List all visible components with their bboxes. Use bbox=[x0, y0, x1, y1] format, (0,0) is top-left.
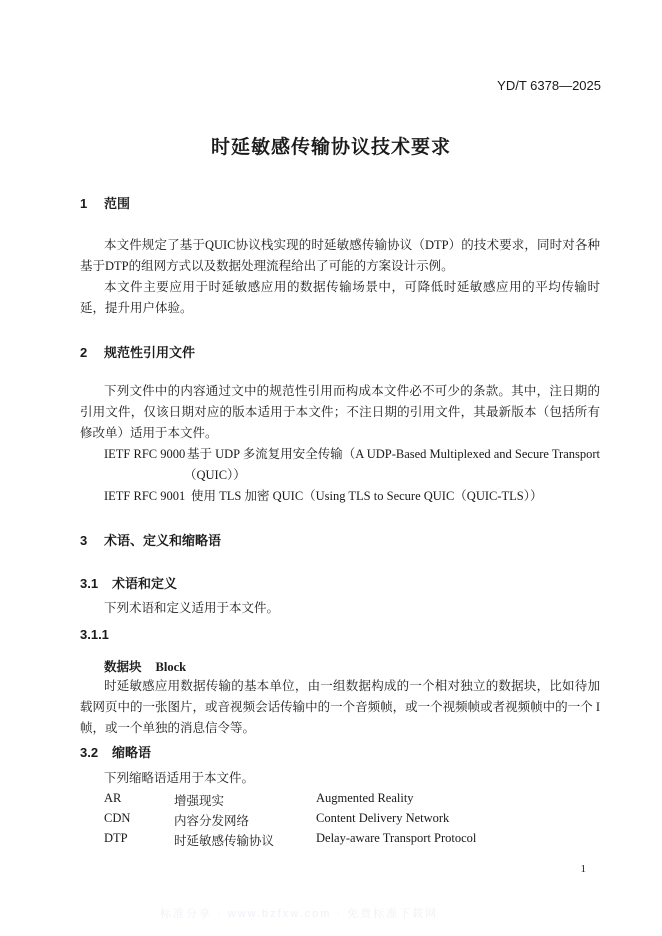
document-title: 时延敏感传输协议技术要求 bbox=[210, 137, 451, 158]
term-cn: 数据块 bbox=[104, 660, 142, 674]
paragraph: 下列术语和定义适用于本文件。 bbox=[104, 601, 280, 615]
section-2-heading bbox=[80, 342, 195, 361]
page-number: 1 bbox=[580, 863, 586, 875]
section-title: 规范性引用文件 bbox=[104, 345, 196, 360]
abbreviation-list bbox=[104, 791, 604, 851]
watermark: 标准分享 · www.bzfxw.com · 免费标准下载网 bbox=[160, 908, 439, 920]
abbreviation: AR bbox=[104, 791, 122, 805]
abbreviation-row bbox=[104, 791, 604, 811]
abbreviation-en: Content Delivery Network bbox=[316, 811, 450, 825]
section-title: 范围 bbox=[104, 196, 131, 211]
section-number: 1 bbox=[80, 196, 88, 211]
paragraph: 下列缩略语适用于本文件。 bbox=[104, 771, 255, 785]
abbreviation-en: Delay-aware Transport Protocol bbox=[316, 831, 477, 845]
section-3-heading bbox=[80, 530, 221, 549]
term-definition bbox=[80, 676, 600, 739]
section-number: 3 bbox=[80, 533, 88, 548]
subsection-3-1-intro bbox=[80, 598, 600, 619]
abbreviation: CDN bbox=[104, 811, 131, 825]
paragraph: 本文件主要应用于时延敏感应用的数据传输场景中，可降低时延敏感应用的平均传输时延，提升用户体验。 bbox=[80, 280, 600, 315]
subsection-number: 3.2 bbox=[80, 745, 99, 760]
abbreviation-row bbox=[104, 831, 604, 851]
document-id: YD/T 6378—2025 bbox=[497, 78, 601, 93]
subsection-3-1-heading bbox=[80, 573, 177, 592]
abbreviation-cn: 增强现实 bbox=[174, 794, 225, 808]
section-number: 2 bbox=[80, 345, 88, 360]
abbreviation-row bbox=[104, 811, 604, 831]
subsection-title: 术语和定义 bbox=[112, 576, 178, 591]
abbreviation-en: Augmented Reality bbox=[316, 791, 414, 805]
reference-id: IETF RFC 9000 bbox=[104, 447, 186, 461]
subsection-3-2-heading bbox=[80, 742, 151, 761]
reference-title-continuation: （QUIC）） bbox=[184, 468, 246, 482]
reference-title: 基于 UDP 多流复用安全传输（A UDP-Based Multiplexed and Secure Transport bbox=[186, 447, 600, 461]
abbreviation: DTP bbox=[104, 831, 128, 845]
subsection-number: 3.1 bbox=[80, 576, 99, 591]
term-heading bbox=[104, 657, 186, 675]
paragraph: 本文件规定了基于QUIC协议栈实现的时延敏感传输协议（DTP）的技术要求，同时对各种基于DTP的组网方式以及数据处理流程给出了可能的方案设计示例。 bbox=[80, 238, 600, 273]
reference-id: IETF RFC 9001 bbox=[104, 489, 186, 503]
paragraph: 时延敏感应用数据传输的基本单位，由一组数据构成的一个相对独立的数据块，比如待加载网页中的一张图片，或音视频会话传输中的一个音频帧，或一个视频帧或者视频帧中的一个 I 帧，或一个单独的消息信令等。 bbox=[80, 679, 600, 735]
section-1-body bbox=[80, 235, 600, 319]
term-en: Block bbox=[155, 660, 187, 674]
subsection-3-2-intro bbox=[80, 768, 600, 789]
abbreviation-cn: 时延敏感传输协议 bbox=[174, 834, 275, 848]
section-1-heading bbox=[80, 193, 130, 212]
reference-item bbox=[104, 444, 600, 465]
section-title: 术语、定义和缩略语 bbox=[104, 533, 222, 548]
reference-title: 使用 TLS 加密 QUIC（Using TLS to Secure QUIC（QUIC-TLS）） bbox=[191, 489, 543, 503]
paragraph: 下列文件中的内容通过文中的规范性引用而构成本文件必不可少的条款。其中，注日期的引用文件，仅该日期对应的版本适用于本文件；不注日期的引用文件，其最新版本（包括所有修改单）适用于本文件。 bbox=[80, 384, 600, 440]
abbreviation-cn: 内容分发网络 bbox=[174, 814, 250, 828]
reference-item bbox=[104, 486, 543, 507]
subsection-title: 缩略语 bbox=[112, 745, 152, 760]
term-entry-number: 3.1.1 bbox=[80, 627, 109, 642]
section-2-intro bbox=[80, 381, 600, 444]
